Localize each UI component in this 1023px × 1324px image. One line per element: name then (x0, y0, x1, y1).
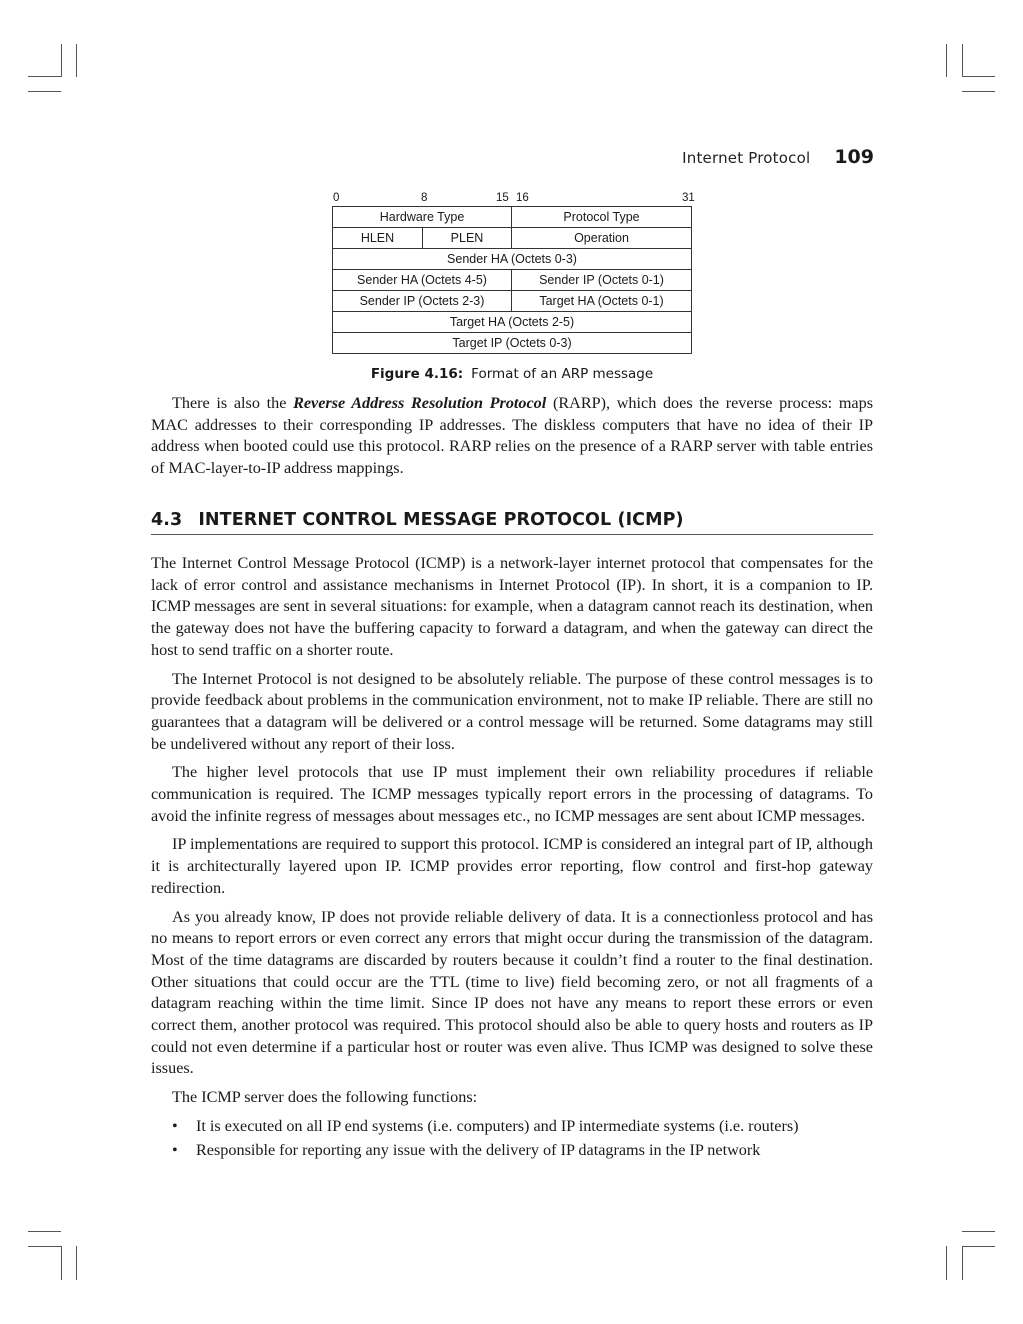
icmp-text-block (151, 553, 873, 1163)
crop-mark (61, 44, 62, 77)
page-number: 109 (834, 146, 874, 168)
figure-caption-text: Format of an ARP message (471, 366, 654, 382)
plen-field: PLEN (423, 228, 512, 249)
crop-mark (28, 1231, 61, 1232)
emphasized-term: Reverse Address Resolution Protocol (293, 394, 547, 412)
crop-mark (946, 1246, 947, 1280)
hlen-field: HLEN (333, 228, 423, 249)
running-title: Internet Protocol (682, 149, 811, 167)
bit-label: 8 (421, 192, 428, 204)
text-run: There is also the (172, 394, 294, 412)
target-ha-0-1-field: Target HA (Octets 0-1) (512, 291, 692, 312)
figure-label: Figure 4.16: (370, 366, 464, 382)
running-header (600, 146, 874, 168)
bullet-icon: • (172, 1140, 178, 1159)
paragraph (151, 393, 873, 480)
arp-row (333, 249, 692, 270)
crop-mark (962, 44, 963, 77)
list-item-text: Responsible for reporting any issue with the delivery of IP datagrams in the IP network (196, 1140, 761, 1159)
sender-ha-4-5-field: Sender HA (Octets 4-5) (333, 270, 512, 291)
list-item (151, 1140, 873, 1162)
crop-mark (28, 1246, 61, 1247)
paragraph: IP implementations are required to support this protocol. ICMP is considered an integral part of IP, although it is architecturally layered upon IP. ICMP provides error reporting, flow control and first-hop gateway redirection. (151, 835, 873, 897)
paragraph: The Internet Control Message Protocol (ICMP) is a network-layer internet protocol that compensates for the lack of error control and assistance mechanisms in Internet Protocol (IP). In short, it is a companion to IP. ICMP messages are sent in several situations: for example, when a datagram cannot reach its destination, when the gateway does not have the buffering capacity to forward a datagram, and when the gateway can direct the host to send traffic on a shorter route. (151, 554, 873, 659)
sender-ha-0-3-field: Sender HA (Octets 0-3) (333, 249, 692, 270)
sender-ip-2-3-field: Sender IP (Octets 2-3) (333, 291, 512, 312)
bullet-icon: • (172, 1116, 178, 1135)
rarp-text-block (151, 393, 873, 487)
arp-row (333, 228, 692, 249)
section-title: INTERNET CONTROL MESSAGE PROTOCOL (ICMP) (198, 510, 684, 530)
arp-row (333, 312, 692, 333)
paragraph: As you already know, IP does not provide reliable delivery of data. It is a connectionless protocol and has no means to report errors or even correct any errors that might occur during the transmission of the datagram. Most of the time datagrams are discarded by routers because it couldn’t find a router to the final destination. Other situations that could occur are the TTL (time to live) field becoming zero, or not all fragments of a datagram reaching within the time limit. Since IP does not have any means to report these errors or even correct them, another protocol was required. This protocol should also be able to query hosts and routers as IP could not even determine if a particular host or router was even alive. Thus ICMP was designed to solve these issues. (151, 907, 873, 1078)
section-number: 4.3 (151, 510, 183, 530)
crop-mark (76, 1246, 77, 1280)
paragraph: The ICMP server does the following functions: (172, 1088, 478, 1107)
paragraph: The higher level protocols that use IP must implement their own reliability procedures if reliable communication is required. The ICMP messages typically report errors in the processing of datagrams. To avoid the infinite regress of messages about messages etc., no ICMP messages are sent about ICMP messages. (151, 763, 873, 825)
bit-label: 31 (682, 192, 695, 204)
bit-position-labels (333, 192, 695, 206)
crop-mark (962, 1246, 963, 1280)
target-ha-2-5-field: Target HA (Octets 2-5) (333, 312, 692, 333)
arp-row (333, 270, 692, 291)
list-item-text: It is executed on all IP end systems (i.e. computers) and IP intermediate systems (i.e. routers) (196, 1116, 799, 1135)
bit-label: 16 (516, 192, 529, 204)
bit-label: 0 (333, 192, 340, 204)
crop-mark (61, 1246, 62, 1280)
arp-row (333, 291, 692, 312)
crop-mark (962, 91, 995, 92)
crop-mark (946, 44, 947, 77)
sender-ip-0-1-field: Sender IP (Octets 0-1) (512, 270, 692, 291)
arp-row (333, 333, 692, 354)
crop-mark (962, 1231, 995, 1232)
hardware-type-field: Hardware Type (333, 207, 512, 228)
text-run: (RARP), which does the reverse process: maps MAC addresses to their corresponding IP addresses. The diskless computers that have no idea of their IP address when booted could use this protocol. RARP relies on the presence of a RARP server with table entries of MAC-layer-to-IP address mappings. (151, 394, 874, 478)
target-ip-0-3-field: Target IP (Octets 0-3) (333, 333, 692, 354)
arp-message-format-table (332, 206, 692, 354)
crop-mark (962, 1246, 995, 1247)
section-heading (151, 510, 873, 535)
bullet-list (151, 1116, 873, 1161)
bit-label: 15 (496, 192, 509, 204)
crop-mark (28, 76, 61, 77)
crop-mark (76, 44, 77, 77)
list-item (151, 1116, 873, 1138)
arp-row (333, 207, 692, 228)
crop-mark (962, 76, 995, 77)
protocol-type-field: Protocol Type (512, 207, 692, 228)
operation-field: Operation (512, 228, 692, 249)
crop-mark (28, 91, 61, 92)
paragraph: The Internet Protocol is not designed to be absolutely reliable. The purpose of these control messages is to provide feedback about problems in the communication environment, not to make IP reliable. There are still no guarantees that a datagram will be delivered or a control message will be returned. Some datagrams may still be undelivered without any report of their loss. (151, 669, 873, 753)
figure-caption (333, 366, 691, 382)
